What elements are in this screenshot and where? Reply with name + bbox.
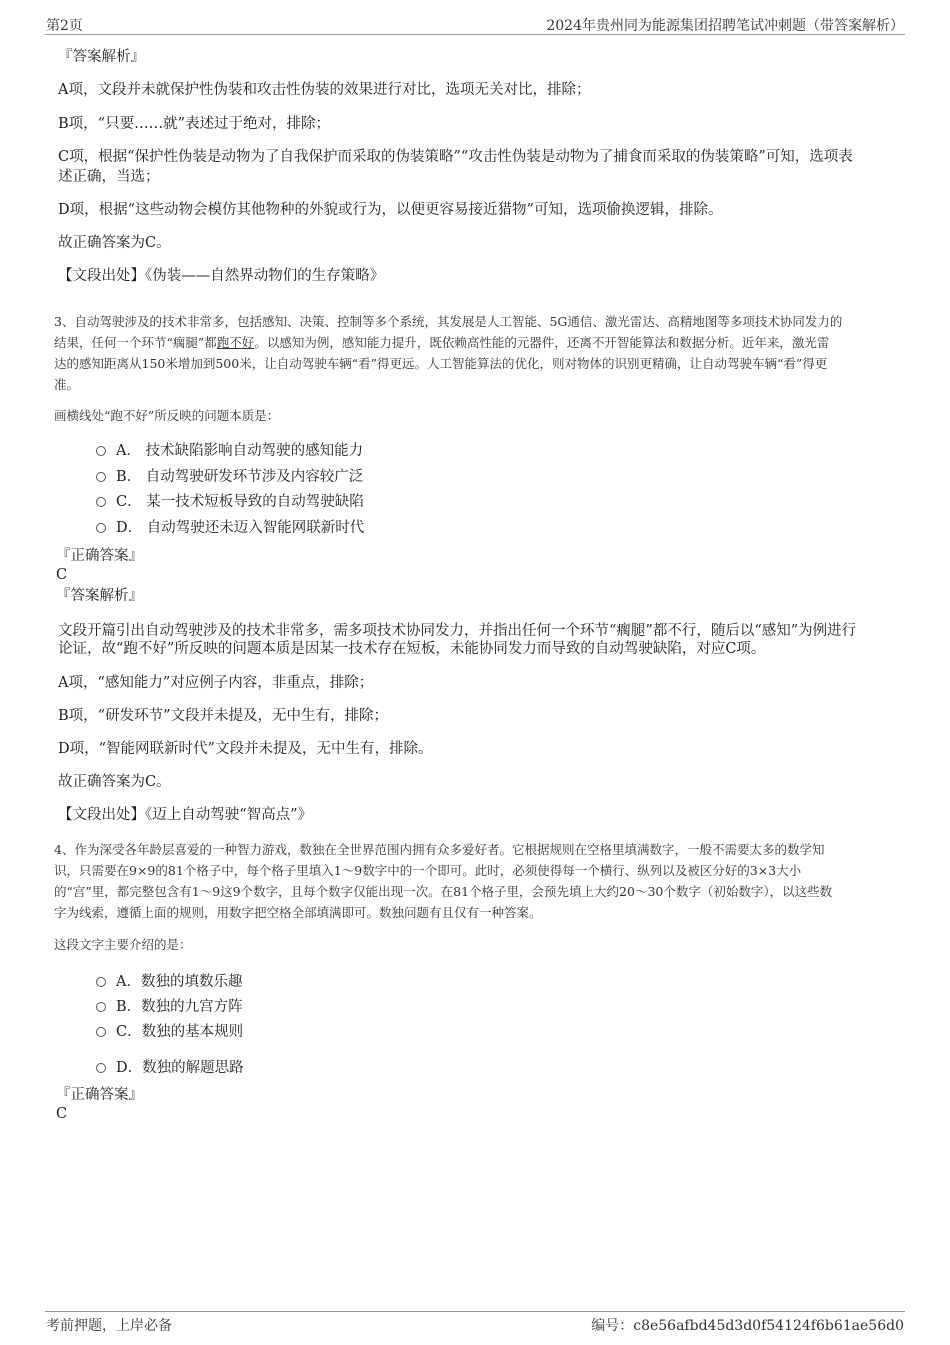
q4-answer-heading: 『正确答案』 <box>56 1087 143 1103</box>
q4-question: 这段文字主要介绍的是： <box>54 937 192 952</box>
page-number: 第2页 <box>46 18 83 34</box>
q4-text-line-4: 字为线索，遵循上面的规则，用数字把空格全部填满即可。数独问题有且仅有一种答案。 <box>54 905 542 920</box>
q4-answer: C <box>56 1106 68 1122</box>
q4-option-a[interactable] <box>96 972 242 992</box>
radio-icon[interactable] <box>96 446 106 456</box>
q2-source: 【文段出处】《伪装——自然界动物们的生存策略》 <box>58 268 385 284</box>
q2-analysis-c-2: 述正确，当选； <box>58 169 160 185</box>
q4-option-d-label: D．数独的解题思路 <box>116 1060 244 1076</box>
footer-divider <box>45 1311 905 1312</box>
q3-analysis-line-1: 文段开篇引出自动驾驶涉及的技术非常多，需多项技术协同发力，并指出任何一个环节“瘸腿”都不行，随后以“感知”为例进行 <box>58 623 857 639</box>
q3-analysis-d: D项，“智能网联新时代”文段并未提及，无中生有，排除。 <box>58 741 433 757</box>
q3-option-b-label: B． 自动驾驶研发环节涉及内容较广泛 <box>116 469 364 485</box>
radio-icon[interactable] <box>96 497 106 507</box>
q3-answer-heading: 『正确答案』 <box>56 548 143 564</box>
q3-analysis-heading: 『答案解析』 <box>56 588 143 604</box>
q3-answer: C <box>56 567 68 583</box>
q3-option-d[interactable] <box>96 518 364 538</box>
q2-analysis-d: D项，根据“这些动物会模仿其他物种的外貌或行为，以便更容易接近猎物”可知，选项偷换逻辑，排除。 <box>58 202 723 218</box>
q4-option-a-label: A．数独的填数乐趣 <box>116 974 243 990</box>
radio-icon[interactable] <box>96 977 106 987</box>
q2-analysis-c-1: C项，根据“保护性伪装是动物为了自我保护而采取的伪装策略”“攻击性伪装是动物为了捕食而采取的伪装策略”可知，选项表 <box>58 149 853 165</box>
q4-text-line-1: 4、作为深受各年龄层喜爱的一种智力游戏，数独在全世界范围内拥有众多爱好者。它根据规则在空格里填满数字，一般不需要太多的数学知 <box>54 842 825 857</box>
q3-text-after: 。以感知为例，感知能力提升，既依赖高性能的元器件，还离不开智能算法和数据分析。近年来，激光雷 <box>254 335 830 350</box>
q3-option-a-label: A． 技术缺陷影响自动驾驶的感知能力 <box>116 443 364 459</box>
q3-text-line-3: 达的感知距离从150米增加到500米，让自动驾驶车辆“看”得更远。人工智能算法的优化，则对物体的识别更精确，让自动驾驶车辆“看”得更 <box>54 356 828 371</box>
radio-icon[interactable] <box>96 1063 106 1073</box>
q3-text-line-1: 3、自动驾驶涉及的技术非常多，包括感知、决策、控制等多个系统，其发展是人工智能、5G通信、激光雷达、高精地图等多项技术协同发力的 <box>54 314 843 329</box>
q2-analysis-heading: 『答案解析』 <box>58 49 145 65</box>
q3-text-before: 结果，任何一个环节“瘸腿”都 <box>54 335 217 350</box>
q3-underlined-phrase: 跑不好 <box>216 335 255 350</box>
q3-option-a[interactable] <box>96 441 363 461</box>
header-divider <box>45 34 905 35</box>
q4-option-b-label: B．数独的九宫方阵 <box>116 999 243 1015</box>
q4-option-c-label: C．数独的基本规则 <box>116 1024 244 1040</box>
q4-option-c[interactable] <box>96 1022 243 1042</box>
q3-conclusion: 故正确答案为C。 <box>58 774 171 790</box>
q3-question: 画横线处“跑不好”所反映的问题本质是： <box>54 408 280 423</box>
q2-analysis-b: B项，“只要……就”表述过于绝对，排除； <box>58 116 330 132</box>
radio-icon[interactable] <box>96 1002 106 1012</box>
q3-source: 【文段出处】《迈上自动驾驶“智高点”》 <box>58 807 313 823</box>
q3-option-c[interactable] <box>96 492 364 512</box>
radio-icon[interactable] <box>96 1027 106 1037</box>
radio-icon[interactable] <box>96 523 106 533</box>
document-id: 编号：c8e56afbd45d3d0f54124f6b61ae56d0 <box>591 1318 904 1334</box>
q3-analysis-a: A项，“感知能力”对应例子内容，非重点，排除； <box>58 675 374 691</box>
footer-slogan: 考前押题，上岸必备 <box>46 1318 172 1334</box>
q3-option-b[interactable] <box>96 467 363 487</box>
q4-text-line-3: 的“宫”里，都完整包含有1～9这9个数字，且每个数字仅能出现一次。在81个格子里，会预先填上大约20～30个数字（初始数字），以这些数 <box>54 884 833 899</box>
q4-option-b[interactable] <box>96 997 243 1017</box>
q3-option-d-label: D． 自动驾驶还未迈入智能网联新时代 <box>116 520 365 536</box>
document-title: 2024年贵州同为能源集团招聘笔试冲刺题（带答案解析） <box>546 18 904 34</box>
q4-option-d[interactable] <box>96 1058 244 1078</box>
q3-option-c-label: C． 某一技术短板导致的自动驾驶缺陷 <box>116 494 364 510</box>
q3-text-line-2 <box>54 332 904 354</box>
q3-analysis-b: B项，“研发环节”文段并未提及，无中生有，排除； <box>58 708 388 724</box>
radio-icon[interactable] <box>96 472 106 482</box>
q3-analysis-line-2: 论证，故“跑不好”所反映的问题本质是因某一技术存在短板，未能协同发力而导致的自动驾驶缺陷，对应C项。 <box>58 641 766 657</box>
q2-analysis-a: A项，文段并未就保护性伪装和攻击性伪装的效果进行对比，选项无关对比，排除； <box>58 82 591 98</box>
q4-text-line-2: 识，只需要在9×9的81个格子中，每个格子里填入1～9数字中的一个即可。此时，必须使得每一个横行、纵列以及被区分好的3×3大小 <box>54 863 802 878</box>
q3-text-line-4: 准。 <box>54 377 80 392</box>
q2-conclusion: 故正确答案为C。 <box>58 235 171 251</box>
